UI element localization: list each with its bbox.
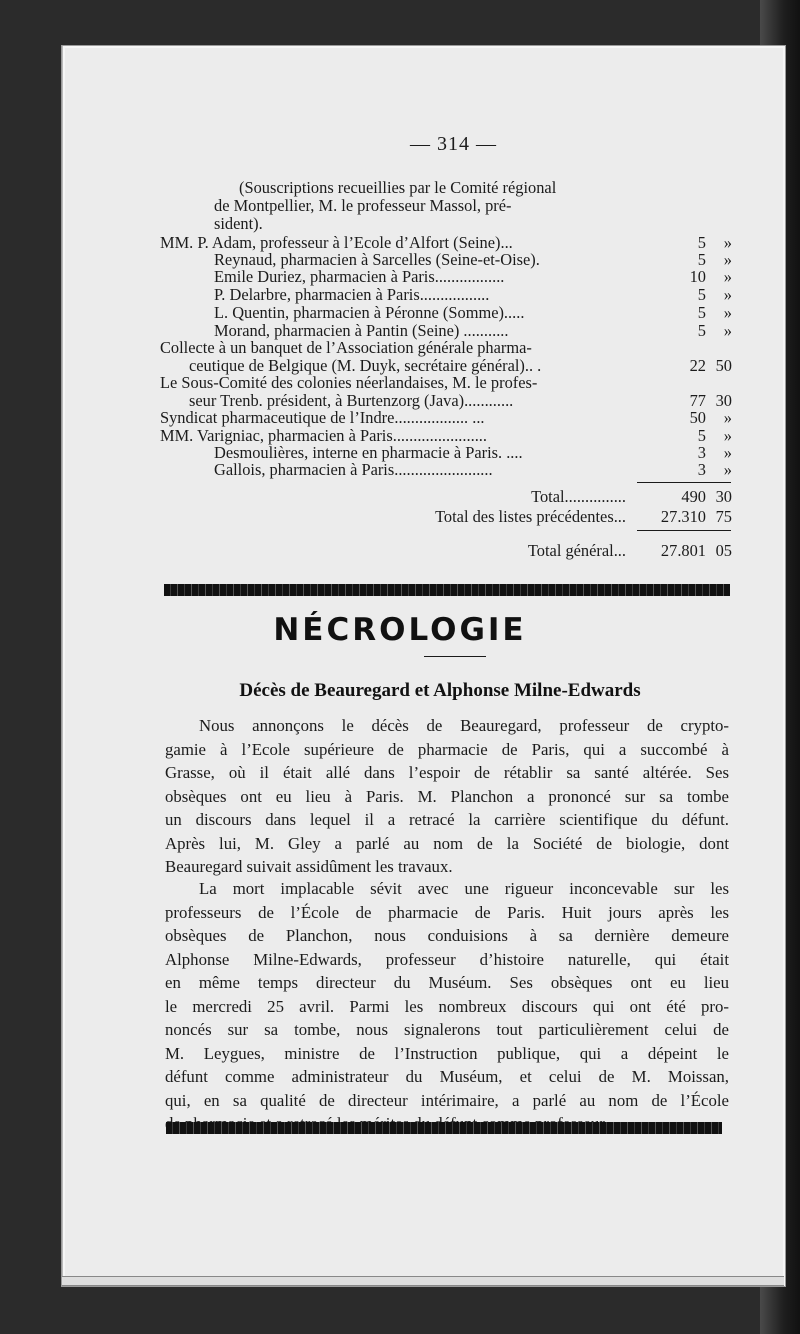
general-total-label: Total général... [527, 541, 626, 560]
paragraph-line: qui, en sa qualité de directeur intérimaire, a parlé au nom de l’École [165, 1090, 729, 1110]
entry-francs: 5 [697, 426, 706, 445]
entry-text: seur Trenb. président, à Burtenzorg (Java)............ [189, 391, 514, 410]
article-title: Décès de Beauregard et Alphonse Milne-Edwards [239, 680, 641, 701]
entry-cents: » [723, 443, 732, 462]
entry-text: Desmoulières, interne en pharmacie à Paris. .... [214, 443, 523, 462]
paragraph-line: en même temps directeur du Muséum. Ses obsèques ont eu lieu [165, 973, 729, 992]
total-label: Total............... [531, 487, 626, 506]
entry-text: Gallois, pharmacien à Paris........................ [214, 460, 493, 479]
entry-cents: » [723, 285, 732, 304]
entry-text: MM. Varigniac, pharmacien à Paris....................... [160, 426, 487, 445]
entry-text: Collecte à un banquet de l’Association générale pharma- [160, 338, 532, 357]
entry-francs: 5 [697, 233, 706, 252]
entry-text: L. Quentin, pharmacien à Péronne (Somme)..... [214, 303, 525, 322]
total-francs: 490 [681, 487, 706, 506]
entry-cents: 30 [715, 391, 732, 410]
paragraph-line: Après lui, M. Gley a parlé au nom de la Société de biologie, dont [165, 833, 729, 853]
entry-text: MM. P. Adam, professeur à l’Ecole d’Alfort (Seine)... [160, 233, 513, 252]
intro-line-2: de Montpellier, M. le professeur Massol, pré- [214, 196, 512, 215]
entry-cents: » [723, 408, 732, 427]
entry-francs: 5 [697, 321, 706, 340]
paragraph-line: noncés sur sa tombe, nous signalerons tout particulièrement celui de [165, 1020, 729, 1039]
entry-text: P. Delarbre, pharmacien à Paris................. [214, 285, 490, 304]
entry-francs: 3 [697, 443, 706, 462]
paragraph-line: défunt comme administrateur du Muséum, et celui de M. Moissan, [165, 1067, 729, 1086]
entry-francs: 10 [689, 267, 706, 286]
entry-francs: 5 [697, 285, 706, 304]
intro-line-3: sident). [214, 214, 263, 233]
entry-text: ceutique de Belgique (M. Duyk, secrétaire général).. . [189, 356, 542, 375]
entry-cents: » [723, 303, 732, 322]
entry-text: Morand, pharmacien à Pantin (Seine) ........... [214, 321, 509, 340]
sum-rule [637, 530, 731, 531]
entry-francs: 50 [689, 408, 706, 427]
entry-text: Syndicat pharmaceutique de l’Indre.................. ... [160, 408, 485, 427]
paragraph-line: gamie à l’Ecole supérieure de pharmacie de Paris, qui a succombé à [165, 739, 729, 759]
entry-cents: » [723, 426, 732, 445]
previous-total-cents: 75 [715, 507, 732, 526]
sum-rule [637, 482, 731, 483]
entry-francs: 22 [689, 356, 706, 375]
paragraph-line: Beauregard suivait assidûment les travaux. [165, 857, 453, 876]
entry-francs: 5 [697, 250, 706, 269]
paragraph-line: La mort implacable sévit avec une rigueur inconcevable sur les [199, 879, 729, 898]
entry-francs: 77 [689, 391, 706, 410]
entry-cents: » [723, 250, 732, 269]
paragraph-1 [165, 714, 729, 879]
entry-cents: 50 [715, 356, 732, 375]
paragraph-line: Alphonse Milne-Edwards, professeur d’histoire naturelle, qui était [165, 949, 729, 969]
paragraph-line: un discours dans lequel il a retracé la carrière scientifique du défunt. [165, 810, 729, 829]
entry-text: Le Sous-Comité des colonies néerlandaises, M. le profes- [160, 373, 538, 392]
heading-underline [424, 656, 486, 657]
paragraph-line: obsèques de Planchon, nous conduisions à sa dernière demeure [165, 926, 729, 945]
entry-francs: 5 [697, 303, 706, 322]
decorative-band-bottom [166, 1122, 722, 1134]
paragraph-line: Grasse, où il était allé dans l’espoir de rétablir sa santé altérée. Ses [165, 763, 729, 782]
entry-cents: » [723, 233, 732, 252]
paragraph-2 [165, 877, 729, 1136]
page-bottom-edge [62, 1276, 784, 1286]
entry-text: Reynaud, pharmacien à Sarcelles (Seine-et-Oise). [214, 250, 540, 269]
paragraph-line: le mercredi 25 avril. Parmi les nombreux discours qui ont été pro- [165, 996, 729, 1016]
previous-total-francs: 27.310 [660, 507, 706, 526]
total-cents: 30 [715, 487, 732, 506]
paragraph-line: Nous annonçons le décès de Beauregard, professeur de crypto- [199, 716, 729, 735]
entry-text: Emile Duriez, pharmacien à Paris................. [214, 267, 505, 286]
section-heading: NÉCROLOGIE [273, 612, 527, 648]
paragraph-line: professeurs de l’École de pharmacie de Paris. Huit jours après les [165, 902, 729, 922]
decorative-band-top [164, 584, 730, 596]
paragraph-line: M. Leygues, ministre de l’Instruction publique, qui a dépeint le [165, 1043, 729, 1063]
entry-francs: 3 [697, 460, 706, 479]
previous-total-label: Total des listes précédentes... [435, 507, 626, 526]
general-total-francs: 27.801 [660, 541, 706, 560]
page-number: — 314 — [410, 133, 497, 155]
entry-cents: » [723, 460, 732, 479]
general-total-cents: 05 [715, 541, 732, 560]
entry-cents: » [723, 321, 732, 340]
entry-cents: » [723, 267, 732, 286]
intro-line-1: (Souscriptions recueillies par le Comité régional [239, 178, 557, 197]
paragraph-line: obsèques ont eu lieu à Paris. M. Planchon a prononcé sur sa tombe [165, 786, 729, 806]
